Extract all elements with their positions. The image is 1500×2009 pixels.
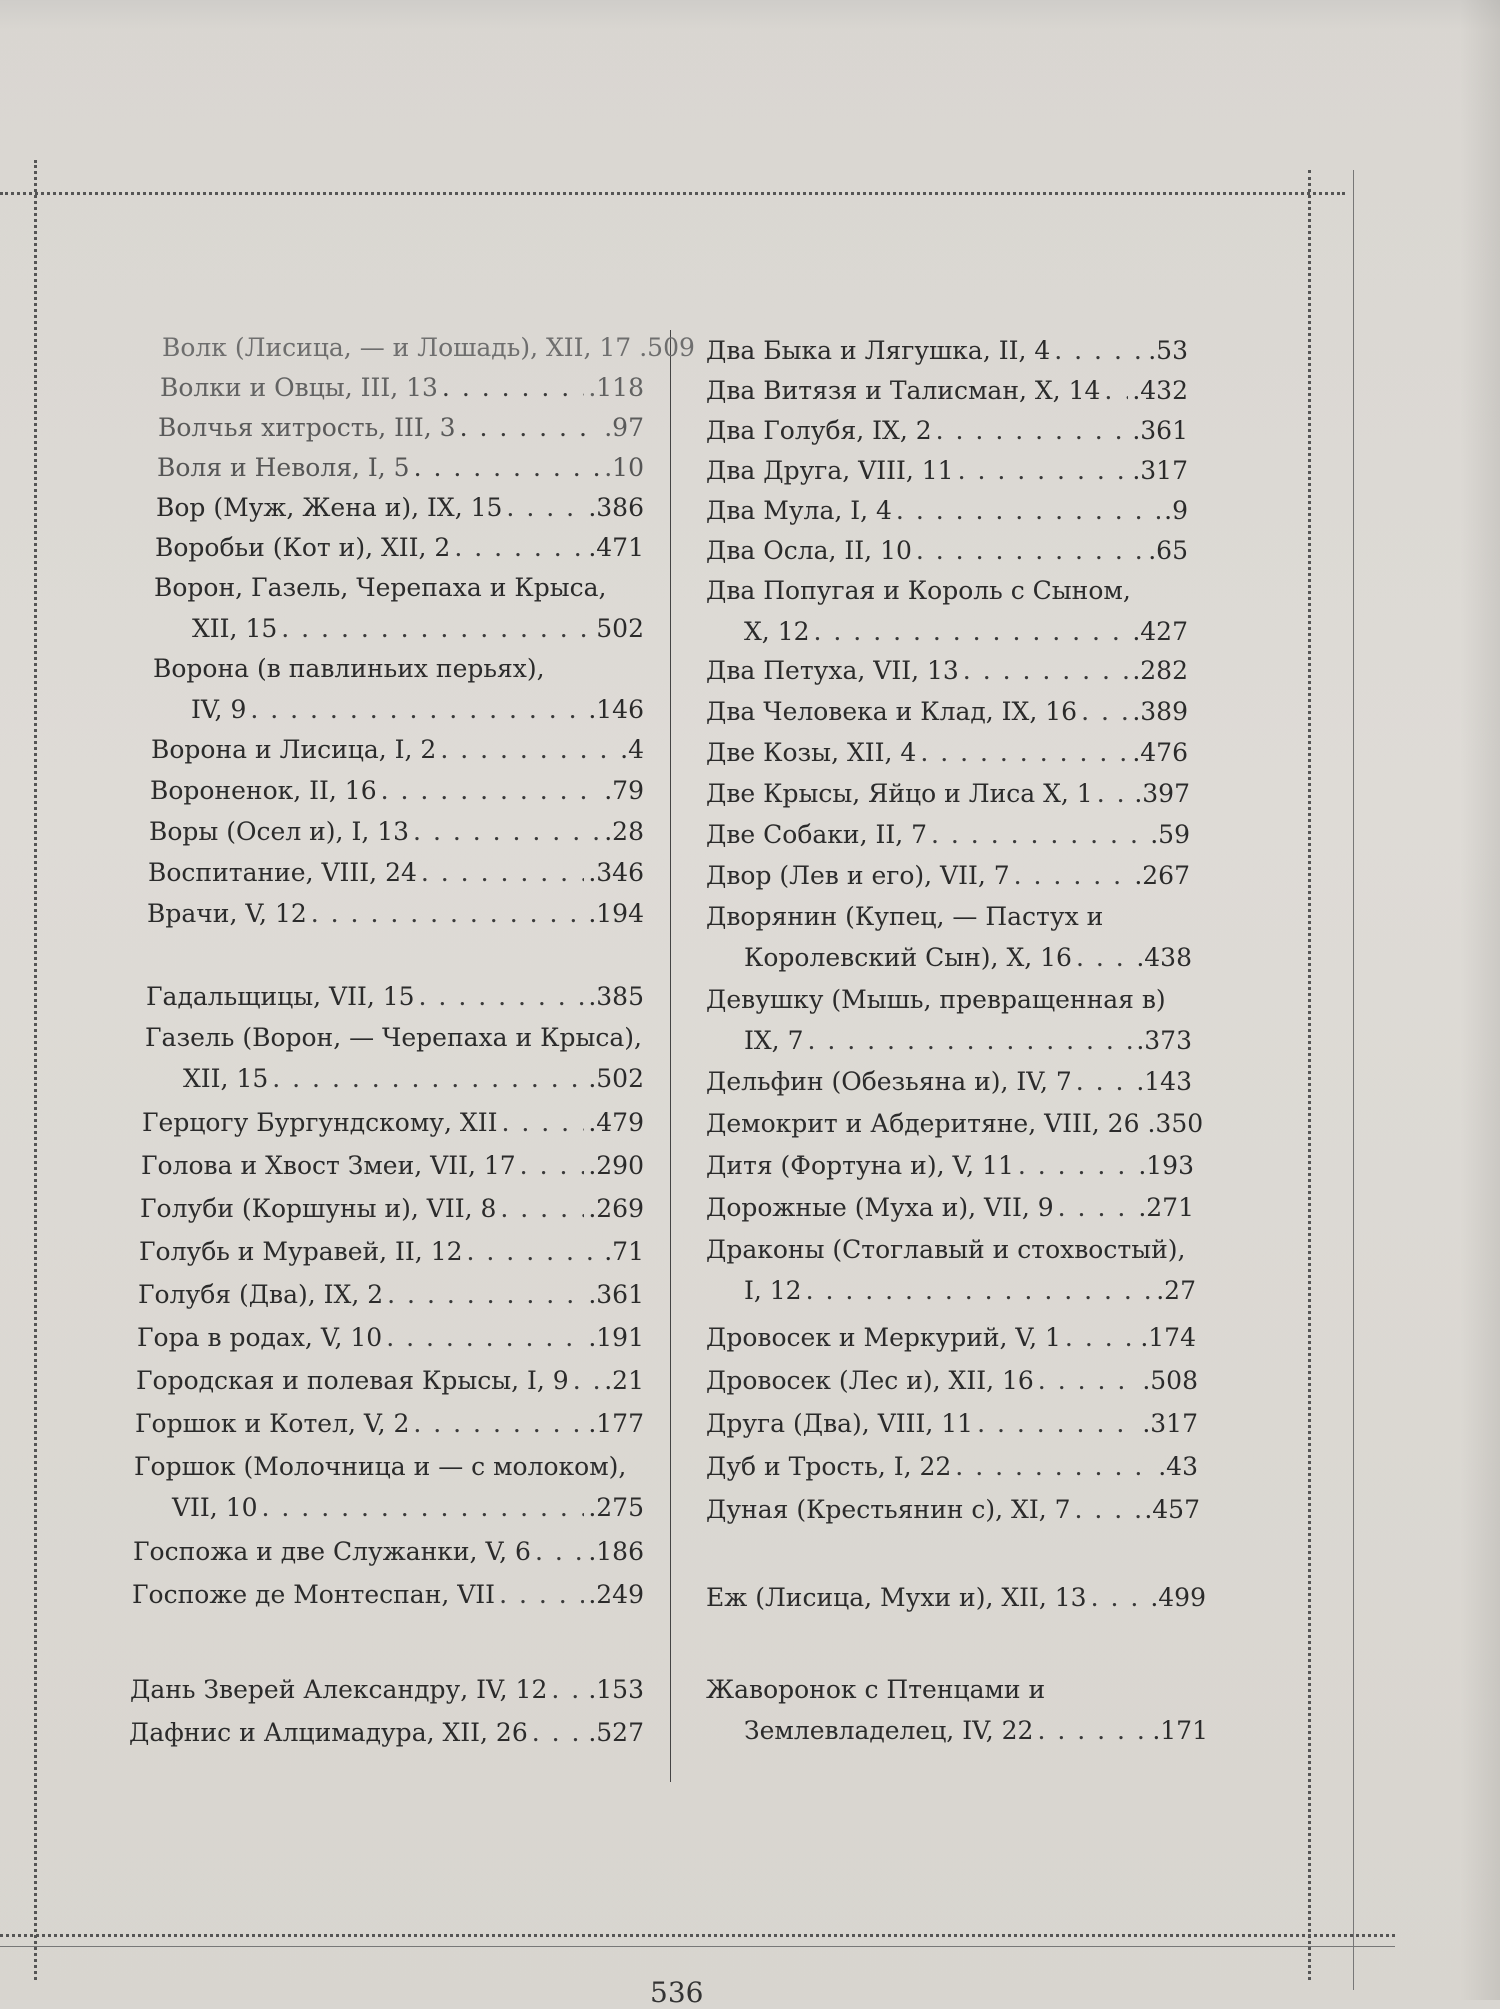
index-entry bbox=[146, 977, 644, 1018]
index-entry bbox=[137, 1318, 644, 1359]
frame-bottom-rule bbox=[0, 1934, 1395, 1937]
column-divider bbox=[670, 330, 671, 1782]
dot-leader bbox=[386, 1318, 584, 1358]
index-entry bbox=[706, 371, 1188, 412]
index-entry bbox=[153, 649, 644, 731]
entry-title: IX, 7 bbox=[744, 1026, 804, 1055]
entry-page-number: .282 bbox=[1132, 656, 1188, 685]
dot-leader bbox=[807, 1021, 1132, 1061]
dot-leader bbox=[413, 812, 600, 852]
entry-page-number: .174 bbox=[1140, 1323, 1196, 1352]
entry-page-number: .4 bbox=[620, 735, 644, 764]
entry-page-number: .143 bbox=[1136, 1067, 1192, 1096]
entry-title: X, 12 bbox=[744, 617, 810, 646]
dot-leader bbox=[381, 771, 601, 811]
dot-leader bbox=[414, 448, 601, 488]
entry-title: Двор (Лев и его), VII, 7 bbox=[706, 861, 1010, 890]
dot-leader bbox=[551, 1670, 584, 1710]
index-entry bbox=[706, 815, 1190, 856]
entry-title: XII, 15 bbox=[192, 614, 278, 643]
entry-title: Два Попугая и Король с Сыном, bbox=[706, 576, 1131, 605]
entry-title: Два Быка и Лягушка, II, 4 bbox=[706, 336, 1051, 365]
entry-title: Дуб и Трость, I, 22 bbox=[706, 1452, 952, 1481]
index-entry bbox=[151, 730, 644, 771]
entry-title: Газель (Ворон, — Черепаха и Крыса), bbox=[145, 1023, 642, 1052]
entry-title: Два Голубя, IX, 2 bbox=[706, 416, 932, 445]
entry-page-number: .476 bbox=[1132, 738, 1188, 767]
index-entry bbox=[706, 1361, 1198, 1402]
entry-page-number: .397 bbox=[1134, 779, 1190, 808]
dot-leader bbox=[501, 1103, 584, 1143]
entry-title: Два Мула, I, 4 bbox=[706, 496, 892, 525]
entry-title: Дельфин (Обезьяна и), IV, 7 bbox=[706, 1067, 1072, 1096]
index-entry bbox=[154, 568, 644, 650]
entry-title: Воры (Осел и), I, 13 bbox=[149, 817, 410, 846]
entry-page-number: .389 bbox=[1132, 697, 1188, 726]
frame-inner-bottom-rule bbox=[0, 1946, 1395, 1947]
entry-page-number: .27 bbox=[1156, 1276, 1196, 1305]
dot-leader bbox=[262, 1488, 585, 1528]
index-entry bbox=[134, 1447, 644, 1529]
dot-leader bbox=[535, 1532, 584, 1572]
index-entry bbox=[162, 328, 695, 369]
index-entry bbox=[145, 1018, 644, 1100]
entry-title: Дуная (Крестьянин с), XI, 7 bbox=[706, 1495, 1071, 1524]
dot-leader bbox=[936, 411, 1129, 451]
entry-title: Дровосек (Лес и), XII, 16 bbox=[706, 1366, 1034, 1395]
entry-page-number: .28 bbox=[604, 817, 644, 846]
index-entry bbox=[156, 488, 644, 529]
dot-leader bbox=[1065, 1318, 1136, 1358]
entry-title: Еж (Лисица, Мухи и), XII, 13 bbox=[706, 1583, 1087, 1612]
entry-page-number: .479 bbox=[588, 1108, 644, 1137]
entry-page-number: .271 bbox=[1138, 1193, 1194, 1222]
entry-page-number: .275 bbox=[588, 1493, 644, 1522]
dot-leader bbox=[272, 1059, 584, 1099]
dot-leader bbox=[920, 733, 1128, 773]
index-entry bbox=[139, 1232, 644, 1273]
entry-page-number: .471 bbox=[588, 533, 644, 562]
index-entry bbox=[706, 1146, 1194, 1187]
entry-title: Вороненок, II, 16 bbox=[150, 776, 377, 805]
entry-title: Городская и полевая Крысы, I, 9 bbox=[136, 1366, 569, 1395]
index-entry bbox=[130, 1670, 644, 1711]
entry-title: Драконы (Стоглавый и стохвостый), bbox=[706, 1235, 1186, 1264]
entry-title: Дворянин (Купец, — Пастух и bbox=[706, 902, 1104, 931]
page-number: 536 bbox=[650, 1976, 704, 2009]
index-entry bbox=[140, 1189, 644, 1230]
entry-title: Волки и Овцы, III, 13 bbox=[160, 373, 438, 402]
entry-title: Воля и Неволя, I, 5 bbox=[157, 453, 410, 482]
index-entry bbox=[706, 692, 1188, 733]
entry-page-number: .43 bbox=[1158, 1452, 1198, 1481]
entry-page-number: .269 bbox=[588, 1194, 644, 1223]
page-gutter-shadow bbox=[1460, 0, 1500, 2000]
dot-leader bbox=[460, 408, 601, 448]
dot-leader bbox=[520, 1146, 585, 1186]
entry-page-number: .186 bbox=[588, 1537, 644, 1566]
entry-title: Госпожа и две Служанки, V, 6 bbox=[133, 1537, 531, 1566]
entry-title: Волк (Лисица, — и Лошадь), XII, 17 bbox=[162, 333, 632, 362]
index-entry bbox=[706, 1104, 1204, 1145]
entry-page-number: .502 bbox=[588, 1064, 644, 1093]
dot-leader bbox=[1058, 1188, 1135, 1228]
index-entry bbox=[160, 368, 644, 409]
entry-title: XII, 15 bbox=[183, 1064, 269, 1093]
index-entry bbox=[149, 812, 644, 853]
dot-leader bbox=[467, 1232, 601, 1272]
frame-inner-right-rule bbox=[1353, 170, 1354, 1990]
entry-title: Голубь и Муравей, II, 12 bbox=[139, 1237, 463, 1266]
dot-leader bbox=[955, 1447, 1154, 1487]
dot-leader bbox=[454, 528, 584, 568]
entry-page-number: .249 bbox=[588, 1580, 644, 1609]
dot-leader bbox=[421, 853, 584, 893]
entry-title: Дровосек и Меркурий, V, 1 bbox=[706, 1323, 1061, 1352]
index-entry bbox=[155, 528, 644, 569]
dot-leader bbox=[1054, 331, 1144, 371]
index-entry bbox=[129, 1713, 644, 1754]
index-entry bbox=[706, 1578, 1206, 1619]
index-entry bbox=[132, 1575, 644, 1616]
dot-leader bbox=[499, 1575, 584, 1615]
entry-page-number: .317 bbox=[1142, 1409, 1198, 1438]
dot-leader bbox=[1091, 1578, 1147, 1618]
entry-page-number: .59 bbox=[1150, 820, 1190, 849]
index-entry bbox=[706, 651, 1188, 692]
dot-leader bbox=[387, 1275, 584, 1315]
entry-title: Дань Зверей Александру, IV, 12 bbox=[130, 1675, 548, 1704]
index-entry bbox=[706, 1670, 1208, 1752]
index-entry bbox=[706, 733, 1188, 774]
entry-page-number: .373 bbox=[1136, 1026, 1192, 1055]
entry-title: Голова и Хвост Змеи, VII, 17 bbox=[141, 1151, 516, 1180]
entry-title: Два Человека и Клад, IX, 16 bbox=[706, 697, 1078, 726]
entry-title: Голуби (Коршуны и), VII, 8 bbox=[140, 1194, 497, 1223]
index-entry bbox=[706, 1490, 1200, 1531]
dot-leader bbox=[814, 612, 1129, 652]
entry-page-number: .21 bbox=[604, 1366, 644, 1395]
frame-top-rule bbox=[0, 192, 1345, 195]
index-entry bbox=[142, 1103, 644, 1144]
dot-leader bbox=[1037, 1711, 1148, 1751]
index-entry bbox=[157, 448, 644, 489]
entry-title: Две Собаки, II, 7 bbox=[706, 820, 928, 849]
entry-title: Гадальщицы, VII, 15 bbox=[146, 982, 415, 1011]
entry-title: Два Друга, VIII, 11 bbox=[706, 456, 954, 485]
dot-leader bbox=[916, 531, 1144, 571]
page-top-edge bbox=[0, 0, 1500, 30]
index-entry bbox=[150, 771, 644, 812]
dot-leader bbox=[500, 1189, 584, 1229]
entry-title: Горшок и Котел, V, 2 bbox=[135, 1409, 410, 1438]
entry-page-number: .71 bbox=[604, 1237, 644, 1266]
index-entry bbox=[706, 856, 1190, 897]
index-entry bbox=[141, 1146, 644, 1187]
entry-title: I, 12 bbox=[744, 1276, 802, 1305]
entry-title: Голубя (Два), IX, 2 bbox=[138, 1280, 384, 1309]
index-entry bbox=[706, 491, 1188, 532]
index-entry bbox=[706, 331, 1188, 372]
entry-title: Гора в родах, V, 10 bbox=[137, 1323, 383, 1352]
entry-page-number: .508 bbox=[1142, 1366, 1198, 1395]
entry-page-number: .10 bbox=[604, 453, 644, 482]
index-entry bbox=[706, 1404, 1198, 1445]
dot-leader bbox=[1097, 774, 1131, 814]
entry-title: Демокрит и Абдеритяне, VIII, 26 bbox=[706, 1109, 1140, 1138]
entry-page-number: .361 bbox=[588, 1280, 644, 1309]
entry-title: VII, 10 bbox=[172, 1493, 258, 1522]
entry-title: Два Витязя и Талисман, X, 14 bbox=[706, 376, 1101, 405]
entry-page-number: .432 bbox=[1132, 376, 1188, 405]
dot-leader bbox=[442, 368, 584, 408]
entry-title: Королевский Сын), X, 16 bbox=[744, 943, 1072, 972]
dot-leader bbox=[1014, 856, 1131, 896]
dot-leader bbox=[1075, 1490, 1141, 1530]
entry-page-number: .267 bbox=[1134, 861, 1190, 890]
entry-page-number: .350 bbox=[1147, 1109, 1204, 1138]
frame-left-rule bbox=[34, 160, 37, 1980]
index-entry bbox=[136, 1361, 644, 1402]
index-entry bbox=[706, 980, 1192, 1062]
dot-leader bbox=[1081, 692, 1128, 732]
entry-page-number: .509 bbox=[639, 333, 695, 362]
entry-page-number: .65 bbox=[1148, 536, 1188, 565]
dot-leader bbox=[506, 488, 584, 528]
entry-page-number: .171 bbox=[1152, 1716, 1208, 1745]
entry-page-number: .317 bbox=[1132, 456, 1188, 485]
dot-leader bbox=[1038, 1361, 1139, 1401]
dot-leader bbox=[1104, 371, 1128, 411]
entry-page-number: .527 bbox=[588, 1718, 644, 1747]
entry-title: Воробьи (Кот и), XII, 2 bbox=[155, 533, 451, 562]
entry-page-number: .193 bbox=[1138, 1151, 1194, 1180]
entry-page-number: .361 bbox=[1132, 416, 1188, 445]
entry-title: IV, 9 bbox=[191, 695, 247, 724]
index-entry bbox=[706, 411, 1188, 452]
entry-title: Герцогу Бургундскому, XII bbox=[142, 1108, 498, 1137]
entry-page-number: .346 bbox=[588, 858, 644, 887]
entry-page-number: .290 bbox=[588, 1151, 644, 1180]
index-entry bbox=[706, 1230, 1196, 1312]
entry-title: Дитя (Фортуна и), V, 11 bbox=[706, 1151, 1014, 1180]
entry-title: Ворона и Лисица, I, 2 bbox=[151, 735, 437, 764]
dot-leader bbox=[250, 690, 584, 730]
entry-page-number: .97 bbox=[604, 413, 644, 442]
index-entry bbox=[148, 853, 644, 894]
dot-leader bbox=[977, 1404, 1138, 1444]
entry-page-number: .427 bbox=[1132, 617, 1188, 646]
entry-page-number: .177 bbox=[588, 1409, 644, 1438]
entry-page-number: .194 bbox=[588, 899, 644, 928]
dot-leader bbox=[281, 609, 592, 649]
entry-page-number: .438 bbox=[1136, 943, 1192, 972]
index-entry bbox=[706, 531, 1188, 572]
index-entry bbox=[706, 774, 1190, 815]
entry-title: Две Козы, XII, 4 bbox=[706, 738, 917, 767]
dot-leader bbox=[419, 977, 585, 1017]
dot-leader bbox=[311, 894, 585, 934]
entry-page-number: .386 bbox=[588, 493, 644, 522]
index-entry bbox=[706, 1318, 1196, 1359]
entry-title: Друга (Два), VIII, 11 bbox=[706, 1409, 974, 1438]
entry-title: Два Осла, II, 10 bbox=[706, 536, 912, 565]
dot-leader bbox=[896, 491, 1160, 531]
dot-leader bbox=[963, 651, 1129, 691]
index-entry bbox=[706, 1062, 1192, 1103]
dot-leader bbox=[931, 815, 1146, 855]
entry-page-number: .9 bbox=[1164, 496, 1188, 525]
entry-page-number: .153 bbox=[588, 1675, 644, 1704]
index-entry bbox=[706, 451, 1188, 492]
index-entry bbox=[706, 1447, 1198, 1488]
entry-title: Землевладелец, IV, 22 bbox=[744, 1716, 1034, 1745]
dot-leader bbox=[413, 1404, 584, 1444]
index-entry bbox=[147, 894, 644, 935]
entry-page-number: .499 bbox=[1150, 1583, 1206, 1612]
entry-title: Девушку (Мышь, превращенная в) bbox=[706, 985, 1166, 1014]
entry-title: Волчья хитрость, III, 3 bbox=[158, 413, 456, 442]
entry-page-number: .79 bbox=[604, 776, 644, 805]
dot-leader bbox=[1076, 1062, 1133, 1102]
entry-title: Две Крысы, Яйцо и Лиса X, 1 bbox=[706, 779, 1093, 808]
entry-page-number: 502 bbox=[596, 614, 644, 643]
dot-leader bbox=[958, 451, 1129, 491]
entry-title: Дорожные (Муха и), VII, 9 bbox=[706, 1193, 1054, 1222]
entry-page-number: .457 bbox=[1144, 1495, 1200, 1524]
entry-title: Жаворонок с Птенцами и bbox=[706, 1675, 1046, 1704]
frame-right-rule bbox=[1308, 170, 1311, 1980]
entry-title: Врачи, V, 12 bbox=[147, 899, 307, 928]
index-entry bbox=[135, 1404, 644, 1445]
entry-title: Госпоже де Монтеспан, VII bbox=[132, 1580, 496, 1609]
entry-title: Дафнис и Алцимадура, XII, 26 bbox=[129, 1718, 528, 1747]
entry-title: Ворона (в павлиньих перьях), bbox=[153, 654, 545, 683]
entry-page-number: .385 bbox=[588, 982, 644, 1011]
entry-page-number: .53 bbox=[1148, 336, 1188, 365]
entry-title: Воспитание, VIII, 24 bbox=[148, 858, 417, 887]
dot-leader bbox=[1076, 938, 1132, 978]
entry-title: Ворон, Газель, Черепаха и Крыса, bbox=[154, 573, 607, 602]
dot-leader bbox=[573, 1361, 601, 1401]
entry-title: Вор (Муж, Жена и), IX, 15 bbox=[156, 493, 503, 522]
index-entry bbox=[138, 1275, 644, 1316]
entry-page-number: .146 bbox=[588, 695, 644, 724]
dot-leader bbox=[532, 1713, 585, 1753]
dot-leader bbox=[1018, 1146, 1134, 1186]
entry-title: Горшок (Молочница и — с молоком), bbox=[134, 1452, 627, 1481]
dot-leader bbox=[806, 1271, 1153, 1311]
index-entry bbox=[133, 1532, 644, 1573]
entry-page-number: .191 bbox=[588, 1323, 644, 1352]
entry-page-number: .118 bbox=[588, 373, 644, 402]
index-entry bbox=[158, 408, 644, 449]
index-entry bbox=[706, 1188, 1194, 1229]
index-entry bbox=[706, 897, 1192, 979]
index-entry bbox=[706, 571, 1188, 653]
entry-title: Два Петуха, VII, 13 bbox=[706, 656, 959, 685]
dot-leader bbox=[440, 730, 616, 770]
